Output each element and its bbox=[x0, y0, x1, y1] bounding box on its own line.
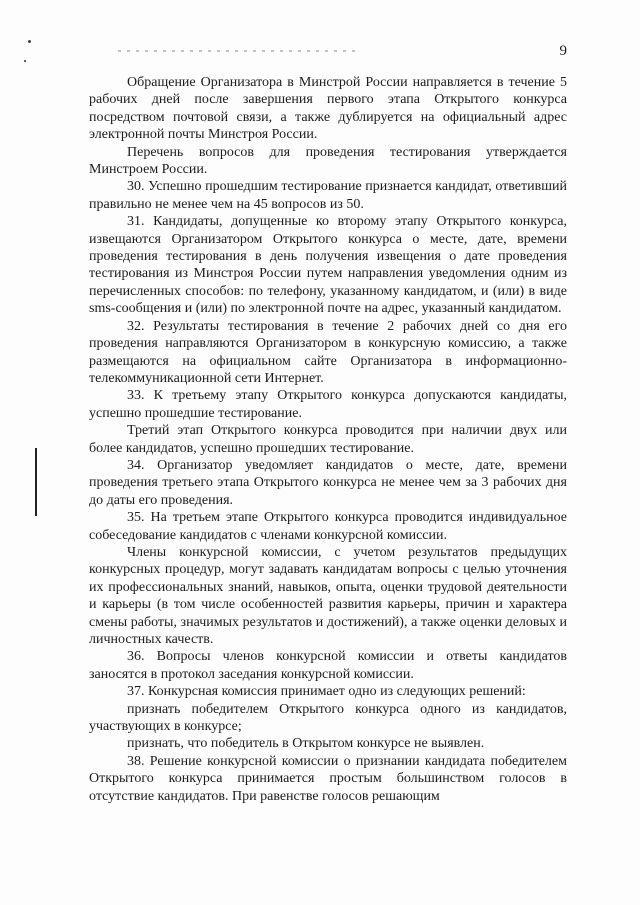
paragraph: 32. Результаты тестирования в течение 2 рабочих дней со дня его проведения направляются Организатором в конкурсную комиссию, а также размещаются на официальном сайте Организатора в информационно-телекоммуникационной сети Интернет. bbox=[89, 318, 567, 386]
document-body bbox=[89, 74, 567, 805]
scan-artifact-header-noise bbox=[118, 50, 358, 52]
paragraph: Перечень вопросов для проведения тестирования утверждается Минстроем России. bbox=[89, 144, 567, 178]
paragraph: 33. К третьему этапу Открытого конкурса допускаются кандидаты, успешно прошедшие тестирование. bbox=[89, 388, 567, 421]
paragraph: признать победителем Открытого конкурса одного из кандидатов, участвующих в конкурсе; bbox=[89, 701, 567, 735]
scan-artifact-dot bbox=[28, 40, 31, 43]
paragraph: 38. Решение конкурсной комиссии о признании кандидата победителем Открытого конкурса принимается простым большинством голосов в отсутствие кандидатов. При равенстве голосов решающим bbox=[89, 753, 567, 804]
page-number: 9 bbox=[559, 43, 567, 59]
paragraph: 30. Успешно прошедшим тестирование признается кандидат, ответивший правильно не менее чем на 45 вопросов из 50. bbox=[89, 179, 567, 212]
paragraph: Третий этап Открытого конкурса проводится при наличии двух или более кандидатов, успешно прошедших тестирование. bbox=[89, 423, 567, 456]
paragraph: 35. На третьем этапе Открытого конкурса проводится индивидуальное собеседование кандидатов с членами конкурсной комиссии. bbox=[89, 510, 567, 543]
paragraph: 31. Кандидаты, допущенные ко второму этапу Открытого конкурса, извещаются Организатором Открытого конкурса о месте, дате, времени проведения тестирования в день получения извещения о дате проведения тестирования из Минстроя России путем направления уведомления одним из перечисленных способов: по телефону, указанному кандидатом, и (или) в виде sms-сообщения и (или) по электронной почте на адрес, указанный кандидатом. bbox=[89, 214, 567, 317]
paragraph: признать, что победитель в Открытом конкурсе не выявлен. bbox=[127, 736, 485, 752]
scan-artifact-margin-line bbox=[35, 448, 37, 516]
scan-artifact-dot bbox=[24, 60, 26, 62]
paragraph: Обращение Организатора в Минстрой России направляется в течение 5 рабочих дней после завершения первого этапа Открытого конкурса посредством почтовой связи, а также дублируется на официальный адрес электронной почты Минстроя России. bbox=[89, 75, 567, 143]
paragraph: 34. Организатор уведомляет кандидатов о месте, дате, времени проведения третьего этапа Открытого конкурса не менее чем за 3 рабочих дня до даты его проведения. bbox=[89, 457, 567, 508]
paragraph: Члены конкурсной комиссии, с учетом результатов предыдущих конкурсных процедур, могут задавать кандидатам вопросы с целью уточнения их профессиональных знаний, навыков, опыта, оценки трудовой деятельности и карьеры (в том числе особенностей развития карьеры, причин и характера смены работы, значимых результатов и достижений), а также оценки деловых и личностных качеств. bbox=[89, 544, 567, 647]
paragraph: 36. Вопросы членов конкурсной комиссии и ответы кандидатов заносятся в протокол заседания конкурсной комиссии. bbox=[89, 649, 567, 682]
paragraph: 37. Конкурсная комиссия принимает одно из следующих решений: bbox=[127, 684, 526, 700]
